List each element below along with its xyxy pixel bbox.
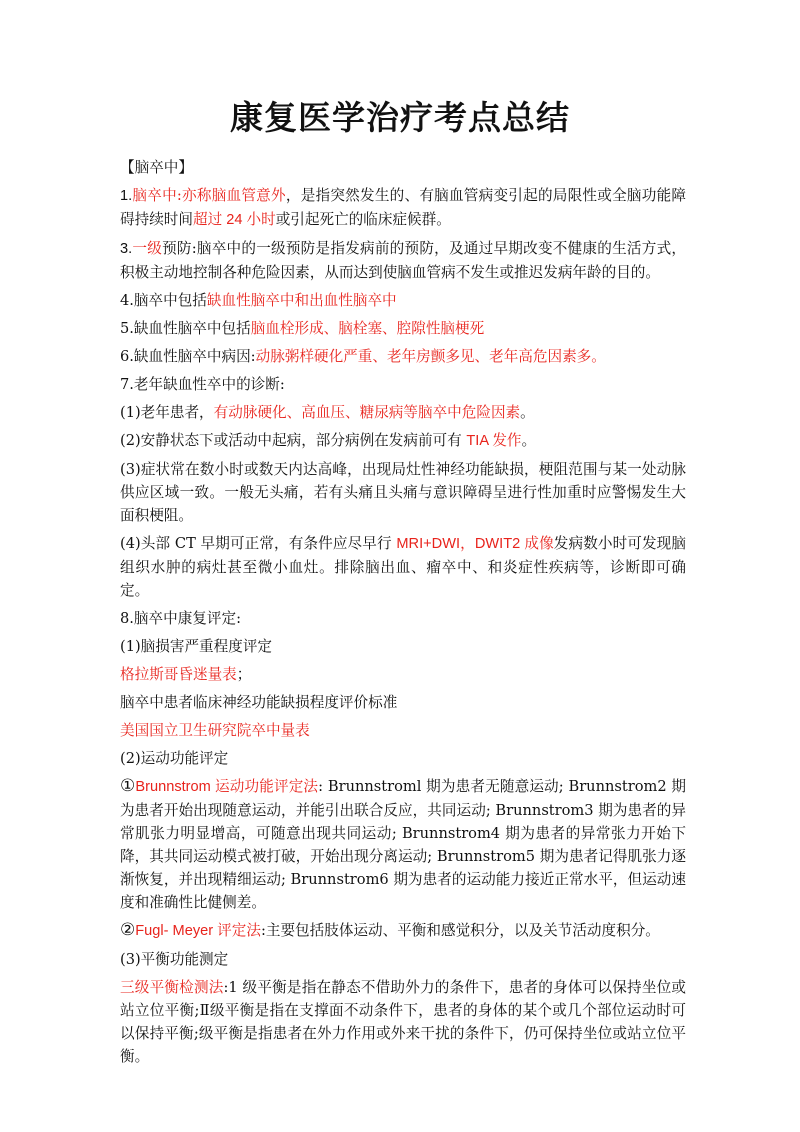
paragraph-brunnstrom: ①Brunnstrom 运动功能评定法: Brunnstroml 期为患者无随意运动; Brunnstrom2 期为患者开始出现随意运动，并能引出联合反应，共同运动; Brunnstrom3 期为患者的异常肌张力明显增高，可随意出现共同运动; Brunnstrom4 期为患者的异常张力开始下降，其共同运动模式被打破，开始出现分离运动; Brunnstrom5 期为患者记得肌张力逐渐恢复，并出现精细运动; Brunnstrom6 期为患者的运动能力接近正常水平，但运动速度和准确性比健侧差。 <box>120 776 686 911</box>
paragraph-3: 3.一级预防:脑卒中的一级预防是指发病前的预防，及通过早期改变不健康的生活方式，积极主动地控制各种危险因素，从而达到使脑血管病不发生或推迟发病年龄的目的。 <box>120 240 686 281</box>
page-title: 康复医学治疗考点总结 <box>230 98 570 137</box>
section-heading: 【脑卒中】 <box>120 159 193 176</box>
highlight: 三级平衡检测法 <box>120 979 224 996</box>
highlight: Brunnstrom 运动功能评定法 <box>135 779 319 795</box>
highlight: 美国国立卫生研究院卒中量表 <box>120 722 310 739</box>
highlight: MRI+DWI，DWIT2 成像 <box>396 536 554 552</box>
paragraph-8-2: (2)运动功能评定 <box>120 750 229 767</box>
paragraph-8-3: (3)平衡功能测定 <box>120 951 229 968</box>
paragraph-7-3: (3)症状常在数小时或数天内达高峰，出现局灶性神经功能缺损，梗阻范围与某一处动脉供应区域一致。一般无头痛，若有头痛且头痛与意识障碍呈进行性加重时应警惕发生大面积梗阻。 <box>120 461 686 524</box>
paragraph-7-1: (1)老年患者，有动脉硬化、高血压、糖尿病等脑卒中危险因素。 <box>120 404 535 421</box>
paragraph-8-gcs: 格拉斯哥昏迷量表； <box>120 666 252 683</box>
highlight: 脑血栓形成、脑栓塞、腔隙性脑梗死 <box>250 320 485 337</box>
paragraph-8-standard: 脑卒中患者临床神经功能缺损程度评价标准 <box>120 694 398 711</box>
paragraph-7: 7.老年缺血性卒中的诊断: <box>120 376 285 393</box>
paragraph-balance: 三级平衡检测法:1 级平衡是指在静态不借助外力的条件下，患者的身体可以保持坐位或站立位平衡;Ⅱ级平衡是指在支撑面不动条件下，患者的身体的某个或几个部位运动时可以保持平衡;级平衡是指患者在外力作用或外来干扰的条件下，仍可保持坐位或站立位平衡。 <box>120 979 686 1065</box>
highlight: 缺血性脑卒中和出血性脑卒中 <box>206 292 397 309</box>
paragraph-5: 5.缺血性脑卒中包括脑血栓形成、脑栓塞、腔隙性脑梗死 <box>120 320 485 337</box>
paragraph-fugl-meyer: ②Fugl- Meyer 评定法:主要包括肢体运动、平衡和感觉积分，以及关节活动度积分。 <box>120 920 660 940</box>
paragraph-7-2: (2)安静状态下或活动中起病，部分病例在发病前可有 TIA 发作。 <box>120 432 537 449</box>
paragraph-8-nihss <box>120 719 686 742</box>
highlight: 一级 <box>132 240 163 257</box>
highlight: 动脉粥样硬化严重、老年房颤多见、老年高危因素多。 <box>255 348 606 365</box>
highlight: 脑卒中:亦称脑血管意外 <box>132 187 286 204</box>
highlight: Fugl- Meyer 评定法 <box>135 923 261 939</box>
highlight: 格拉斯哥昏迷量表 <box>120 666 237 683</box>
paragraph-8-1: (1)脑损害严重程度评定 <box>120 638 273 655</box>
paragraph-4: 4.脑卒中包括缺血性脑卒中和出血性脑卒中 <box>120 292 397 309</box>
paragraph-6: 6.缺血性脑卒中病因:动脉粥样硬化严重、老年房颤多见、老年高危因素多。 <box>120 348 606 365</box>
paragraph-7-4: (4)头部 CT 早期可正常，有条件应尽早行 MRI+DWI，DWIT2 成像发病数小时可发现脑组织水肿的病灶甚至微小血灶。排除脑出血、瘤卒中、和炎症性疾病等，诊断即可确定。 <box>120 535 686 599</box>
highlight: TIA 发作 <box>466 433 522 449</box>
paragraph-8: 8.脑卒中康复评定: <box>120 610 241 627</box>
document-body <box>120 156 686 1073</box>
paragraph-1: 1.脑卒中:亦称脑血管意外，是指突然发生的、有脑血管病变引起的局限性或全脑功能障碍持续时间超过 24 小时或引起死亡的临床症候群。 <box>120 187 686 228</box>
highlight: 超过 24 小时 <box>192 212 276 228</box>
highlight: 有动脉硬化、高血压、糖尿病等脑卒中危险因素 <box>213 404 521 421</box>
